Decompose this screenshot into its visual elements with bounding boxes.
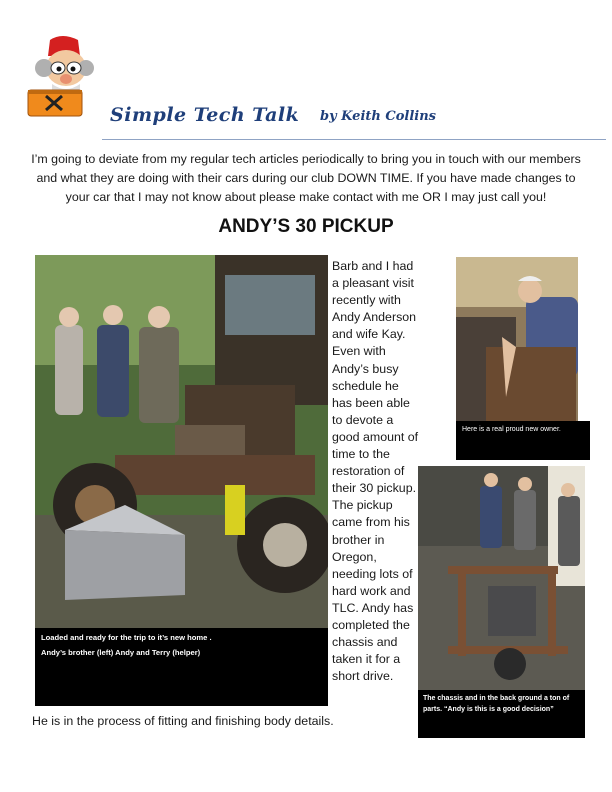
main-caption-line-2: Andy’s brother (left) Andy and Terry (helper) [41,648,201,657]
mascot-logo [22,34,102,118]
intro-paragraph: I’m going to deviate from my regular tech articles periodically to bring you in touch with our members and what they are doing with their cars during our club DOWN TIME. If you have made changes to your car that I may not know about please make contact with me OR I may just call you! [31,152,581,204]
main-photo-caption [35,628,328,706]
article-body: Barb and I had a pleasant visit recently with Andy Anderson and wife Kay. Even with Andy’s busy schedule he has been able to devote a good amount of time to the restoration of their 30 pickup. The pickup came from his brother in Oregon, needing lots of hard work and TLC. Andy has completed the chassis and taken it for a short drive. [332,259,419,684]
chassis-photo [418,466,585,690]
header-divider [102,139,606,140]
main-caption-line-1: Loaded and ready for the trip to it’s new home . [41,633,212,642]
column-title: Simple Tech Talk [110,104,300,126]
owner-photo [456,257,578,421]
main-photo-truck-loaded [35,255,328,628]
owner-photo-caption: Here is a real proud new owner. [456,421,590,460]
article-headline: ANDY’S 30 PICKUP [218,216,394,237]
chassis-photo-caption: The chassis and in the back ground a ton of parts. “Andy is this is a good decision” [418,690,585,738]
closing-paragraph: He is in the process of fitting and finishing body details. [32,714,334,728]
author-byline: by Keith Collins [320,109,436,124]
